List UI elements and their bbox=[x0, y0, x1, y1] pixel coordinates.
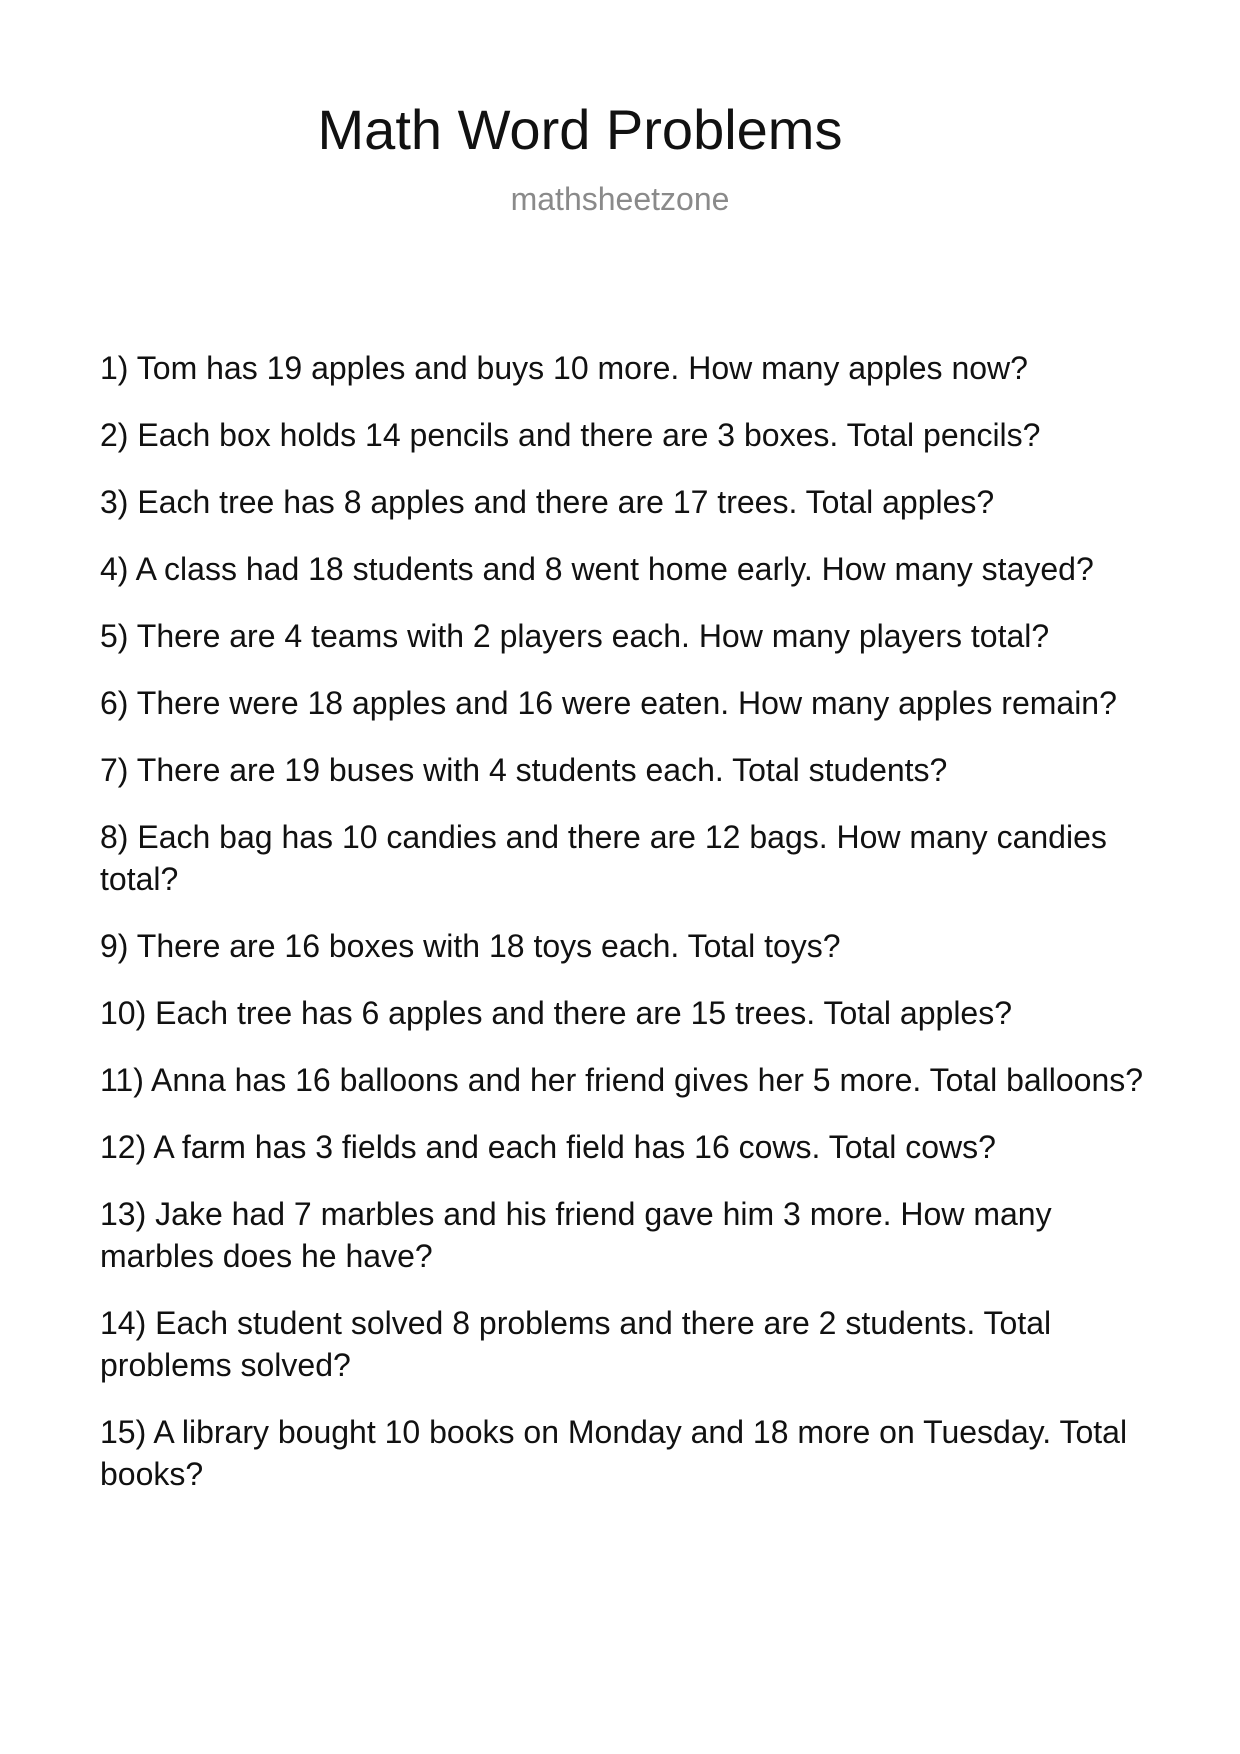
page-title: Math Word Problems bbox=[317, 98, 843, 161]
problem-11: 11) Anna has 16 balloons and her friend gives her 5 more. Total balloons? bbox=[100, 1062, 1144, 1098]
problem-10: 10) Each tree has 6 apples and there are 15 trees. Total apples? bbox=[100, 995, 1013, 1031]
problem-14: 14) Each student solved 8 problems and there are 2 students. Total problems solved? bbox=[100, 1305, 1052, 1383]
problem-1: 1) Tom has 19 apples and buys 10 more. How many apples now? bbox=[100, 350, 1028, 386]
problem-9: 9) There are 16 boxes with 18 toys each. Total toys? bbox=[100, 928, 841, 964]
problem-15: 15) A library bought 10 books on Monday and 18 more on Tuesday. Total books? bbox=[100, 1414, 1128, 1492]
problem-2: 2) Each box holds 14 pencils and there are 3 boxes. Total pencils? bbox=[100, 417, 1041, 453]
problem-7: 7) There are 19 buses with 4 students each. Total students? bbox=[100, 752, 948, 788]
problem-6: 6) There were 18 apples and 16 were eaten. How many apples remain? bbox=[100, 685, 1117, 721]
problem-5: 5) There are 4 teams with 2 players each. How many players total? bbox=[100, 618, 1050, 654]
problem-12: 12) A farm has 3 fields and each field has 16 cows. Total cows? bbox=[100, 1129, 996, 1165]
problem-8: 8) Each bag has 10 candies and there are 12 bags. How many candies total? bbox=[100, 819, 1107, 897]
problem-list bbox=[100, 347, 1160, 1520]
site-name: mathsheetzone bbox=[510, 181, 730, 217]
problem-4: 4) A class had 18 students and 8 went home early. How many stayed? bbox=[100, 551, 1094, 587]
problem-3: 3) Each tree has 8 apples and there are 17 trees. Total apples? bbox=[100, 484, 995, 520]
problem-13: 13) Jake had 7 marbles and his friend gave him 3 more. How many marbles does he have? bbox=[100, 1196, 1052, 1274]
